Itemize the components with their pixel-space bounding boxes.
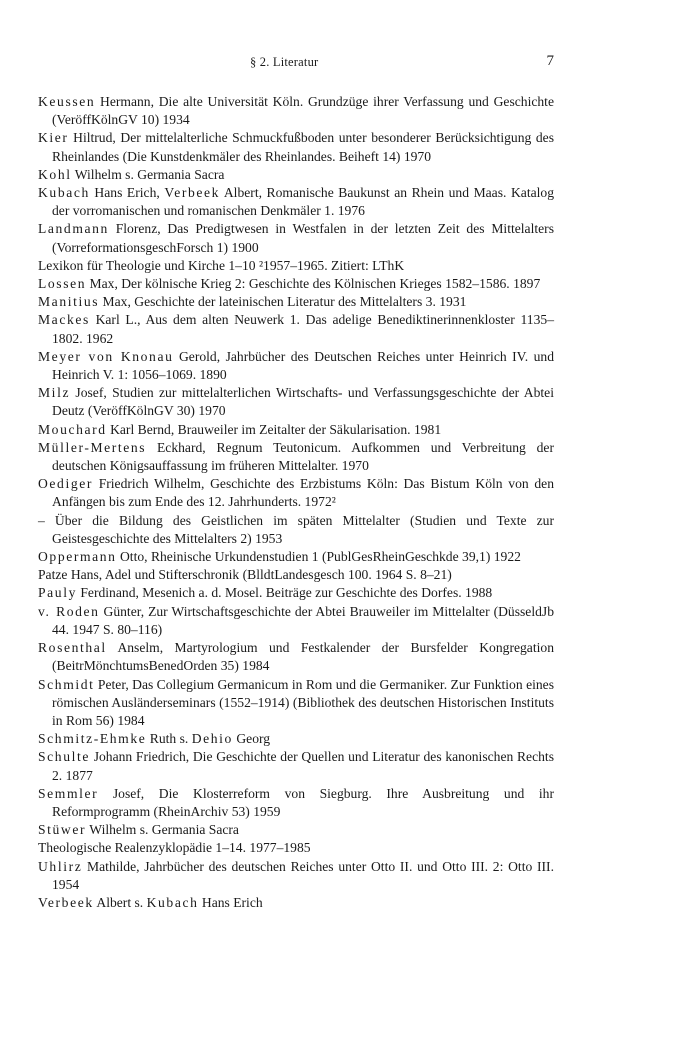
entry-text: Hermann, Die alte Universität Köln. Grundzüge ihrer Verfassung und Geschichte (VeröffKölnGV 10) 1934 bbox=[52, 94, 554, 128]
entry-text: Günter, Zur Wirtschaftsgeschichte der Abtei Brauweiler im Mittelalter (DüsseldJb 44. 1947 S. 80–116) bbox=[52, 603, 554, 637]
entry-text: – Über die Bildung des Geistlichen im späten Mittelalter (Studien und Texte zur Geistesgeschichte des Mittelalters 2) 1953 bbox=[38, 512, 554, 546]
page-number: 7 bbox=[546, 53, 554, 69]
entry-author: Lossen bbox=[38, 276, 87, 292]
bibliography-entry bbox=[38, 821, 554, 839]
bibliography-entry bbox=[38, 348, 554, 384]
bibliography-entry bbox=[38, 676, 554, 731]
entry-author: Oppermann bbox=[38, 549, 117, 565]
entry-text: Gerold, Jahrbücher des Deutschen Reiches unter Heinrich IV. und Heinrich V. 1: 1056–1069. 1890 bbox=[52, 348, 554, 383]
bibliography-entry bbox=[38, 439, 554, 475]
bibliography-entry bbox=[38, 93, 554, 129]
entry-text: Georg bbox=[232, 731, 271, 747]
bibliography-entry bbox=[38, 548, 554, 566]
bibliography-entry bbox=[38, 785, 554, 821]
bibliography-entry bbox=[38, 839, 554, 857]
entry-author: Oediger bbox=[38, 476, 93, 492]
entry-author: Manitius bbox=[38, 294, 100, 310]
entry-text: Ferdinand, Mesenich a. d. Mosel. Beiträge zur Geschichte des Dorfes. 1988 bbox=[76, 585, 493, 601]
bibliography-entry bbox=[38, 184, 554, 220]
bibliography-entry bbox=[38, 311, 554, 347]
entry-author: Uhlirz bbox=[38, 858, 83, 874]
entry-text: Wilhelm s. Germania Sacra bbox=[86, 822, 239, 838]
bibliography-entry bbox=[38, 748, 554, 784]
entry-author: Keussen bbox=[38, 94, 96, 109]
entry-author: Müller-Mertens bbox=[38, 439, 147, 455]
entry-author: v. Roden bbox=[38, 603, 100, 619]
bibliography-entry bbox=[38, 257, 554, 275]
entry-text: Albert s. bbox=[93, 894, 147, 910]
entry-text: Hans Erich, bbox=[89, 185, 165, 201]
bibliography-entry bbox=[38, 603, 554, 639]
bibliography-entry bbox=[38, 639, 554, 675]
bibliography-list bbox=[38, 93, 554, 912]
entry-author: Kohl bbox=[38, 166, 72, 182]
entry-text: Josef, Die Klosterreform von Siegburg. Ihre Ausbreitung und ihr Reformprogramm (RheinArchiv 53) 1959 bbox=[52, 785, 554, 819]
bibliography-entry bbox=[38, 894, 554, 912]
entry-text: Mathilde, Jahrbücher des deutschen Reiches unter Otto II. und Otto III. 2: Otto III. 1954 bbox=[52, 858, 554, 892]
entry-author: Kubach bbox=[38, 185, 90, 201]
bibliography-entry bbox=[38, 584, 554, 602]
entry-text: Hans Erich bbox=[198, 894, 263, 910]
entry-text: Josef, Studien zur mittelalterlichen Wirtschafts- und Verfassungsgeschichte der Abtei Deutz (VeröffKölnGV 30) 1970 bbox=[52, 385, 554, 419]
entry-text: Eckhard, Regnum Teutonicum. Aufkommen und Verbreitung der deutschen Königsauffassung im früheren Mittelalter. 1970 bbox=[52, 439, 554, 474]
entry-author: Semmler bbox=[38, 785, 99, 801]
entry-text: Johann Friedrich, Die Geschichte der Quellen und Literatur des kanonischen Rechts 2. 1877 bbox=[52, 749, 554, 783]
bibliography-entry bbox=[38, 166, 554, 184]
entry-text: Albert, Romanische Baukunst an Rhein und Maas. Katalog der vorromanischen und romanischen Denkmäler 1. 1976 bbox=[52, 185, 554, 219]
entry-text: Theologische Realenzyklopädie 1–14. 1977–1985 bbox=[38, 840, 311, 856]
entry-text: Peter, Das Collegium Germanicum in Rom und die Germaniker. Zur Funktion eines römischen Ausländerseminars (1552–1914) (Bibliothek des deutschen Historischen Instituts in Rom 56) 1984 bbox=[52, 676, 554, 728]
entry-text: Max, Geschichte der lateinischen Literatur des Mittelalters 3. 1931 bbox=[99, 294, 467, 310]
entry-text: Patze Hans, Adel und Stifterschronik (BlldtLandesgesch 100. 1964 S. 8–21) bbox=[38, 567, 452, 583]
entry-author: Stüwer bbox=[38, 822, 87, 838]
entry-text: Wilhelm s. Germania Sacra bbox=[71, 166, 225, 182]
entry-author: Schulte bbox=[38, 749, 90, 765]
bibliography-entry bbox=[38, 421, 554, 439]
entry-author: Schmidt bbox=[38, 676, 95, 692]
bibliography-entry bbox=[38, 730, 554, 748]
entry-text: Max, Der kölnische Krieg 2: Geschichte des Kölnischen Krieges 1582–1586. 1897 bbox=[86, 276, 541, 292]
bibliography-entry bbox=[38, 512, 554, 548]
entry-author: Kubach bbox=[146, 894, 199, 910]
bibliography-entry bbox=[38, 475, 554, 511]
bibliography-entry bbox=[38, 129, 554, 165]
entry-author: Dehio bbox=[191, 731, 233, 747]
entry-author: Verbeek bbox=[38, 894, 94, 910]
entry-text: Anselm, Martyrologium und Festkalender der Bursfelder Kongregation (BeitrMönchtumsBenedOrden 35) 1984 bbox=[52, 640, 554, 674]
bibliography-entry bbox=[38, 293, 554, 311]
entry-text: Otto, Rheinische Urkundenstudien 1 (PublGesRheinGeschkde 39,1) 1922 bbox=[116, 549, 521, 565]
entry-author: Schmitz-Ehmke bbox=[38, 731, 147, 747]
entry-text: Ruth s. bbox=[146, 731, 192, 747]
entry-text: Florenz, Das Predigtwesen in Westfalen in der letzten Zeit des Mittelalters (VorreformationsgeschForsch 1) 1900 bbox=[52, 221, 554, 255]
entry-author: Mackes bbox=[38, 312, 90, 328]
bibliography-entry bbox=[38, 220, 554, 256]
bibliography-entry bbox=[38, 858, 554, 894]
entry-author: Verbeek bbox=[164, 185, 221, 201]
entry-text: Lexikon für Theologie und Kirche 1–10 ²1957–1965. Zitiert: LThK bbox=[38, 257, 405, 273]
entry-author: Rosenthal bbox=[38, 640, 107, 656]
entry-author: Mouchard bbox=[38, 421, 107, 437]
entry-author: Landmann bbox=[38, 221, 109, 237]
entry-text: Hiltrud, Der mittelalterliche Schmuckfußboden unter besonderer Berücksichtigung des Rheinlandes (Die Kunstdenkmäler des Rheinlandes. Beiheft 14) 1970 bbox=[52, 130, 554, 164]
entry-text: Karl L., Aus dem alten Neuwerk 1. Das adelige Benediktinerinnenkloster 1135–1802. 1962 bbox=[52, 312, 554, 346]
bibliography-entry bbox=[38, 384, 554, 420]
bibliography-entry bbox=[38, 566, 554, 584]
entry-author: Meyer von Knonau bbox=[38, 348, 174, 364]
entry-author: Kier bbox=[38, 130, 69, 146]
entry-author: Milz bbox=[38, 385, 71, 401]
entry-text: Friedrich Wilhelm, Geschichte des Erzbistums Köln: Das Bistum Köln von den Anfängen bis zum Ende des 12. Jahrhunderts. 1972² bbox=[52, 476, 554, 510]
section-title: § 2. Literatur bbox=[250, 55, 319, 69]
running-head bbox=[0, 55, 700, 77]
entry-author: Pauly bbox=[38, 585, 77, 601]
entry-text: Karl Bernd, Brauweiler im Zeitalter der Säkularisation. 1981 bbox=[106, 421, 442, 437]
bibliography-entry bbox=[38, 275, 554, 293]
